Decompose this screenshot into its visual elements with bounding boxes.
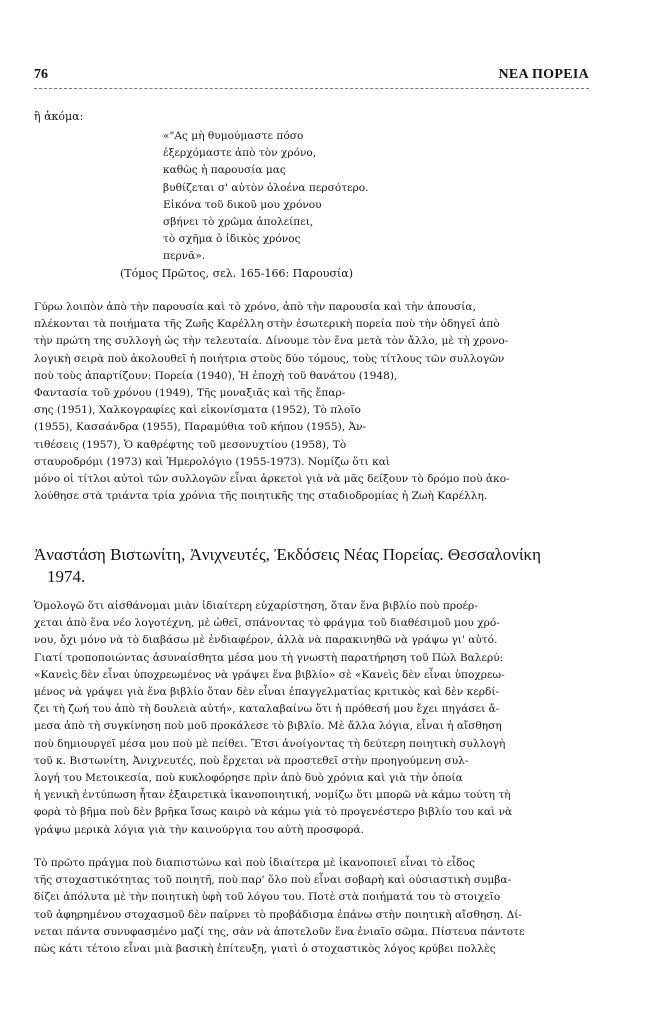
poem-quote: [163, 128, 369, 266]
text-line: νεται πάντα συνυφασμένο μαζί της, σὰν νὰ ἀποτελοῦν ἕνα ἑνιαῖο σῶμα. Πίστευα πάντοτε: [34, 925, 525, 938]
paragraph-collections: [34, 299, 590, 505]
text-line: τοῦ ἀφηρημένου στοχασμοῦ δὲν παίρνει τὸ προβάδισμα ἐπάνω στὴν ποιητικὴ αἴσθηση. Δί-: [34, 908, 522, 921]
poem-line: ἐξερχόμαστε ἀπὸ τὸν χρόνο,: [163, 147, 317, 160]
text-line: μόνο οἱ τίτλοι αὐτοὶ τῶν συλλογῶν εἶναι ἀρκετοὶ γιὰ νὰ μᾶς δείξουν τὸ δρόμο ποὺ ἀκο-: [34, 473, 510, 486]
text-line: Γύρω λοιπὸν ἀπὸ τὴν παρουσία καὶ τὸ χρόνο, ἀπὸ τὴν παρουσία καὶ τὴν ἀπουσία,: [34, 301, 476, 313]
poem-line: Εἰκόνα τοῦ δικοῦ μου χρόνου: [163, 198, 322, 211]
poem-line: καθὼς ἡ παρουσία μας: [163, 164, 286, 177]
text-line: Φαντασία τοῦ χρόνου (1949), Τῆς μοναξιᾶς καὶ τῆς ἔπαρ-: [34, 387, 346, 400]
page-number: 76: [34, 67, 48, 82]
text-line: ποὺ τοὺς ἀπαρτίζουν: Πορεία (1940), Ἡ ἐποχὴ τοῦ θανάτου (1948),: [34, 369, 398, 382]
text-line: τοῦ κ. Βιστωνίτη, Ἀνιχνευτές, ποὺ ἔρχεται νὰ προστεθεῖ στὴν προηγούμενη συλ-: [34, 754, 469, 767]
text-line: σης (1951), Χαλκογραφίες καὶ εἰκονίσματα (1952), Τὸ πλοῖο: [34, 404, 361, 417]
journal-title: ΝΕΑ ΠΟΡΕΙΑ: [498, 67, 589, 82]
text-line: χεται ἀπὸ ἕνα νέο λογοτέχνη, μὲ ὠθεῖ, σπάνοντας τὸ φράγμα τοῦ διαθέσιμοῦ μου χρό-: [34, 617, 500, 630]
text-line: γράψω μερικὰ λόγια γιὰ τὴν καινούργια του αὐτὴ προσφορά.: [34, 823, 365, 836]
text-line: λογή του Μετοικεσία, ποὺ κυκλοφόρησε πρὶν ἀπὸ δυὸ χρόνια καὶ γιὰ τὴν ὁποία: [34, 772, 463, 785]
text-line: «Κανεὶς δὲν εἶναι ὑποχρεωμένος νὰ γράψει ἕνα βιβλίο» σὲ «Κανεὶς δὲν εἶναι ὑποχρεω-: [34, 668, 505, 681]
review-heading-line: Ἀναστάση Βιστωνίτη, Ἀνιχνευτές, Ἐκδόσεις Νέας Πορείας. Θεσσαλονίκη: [34, 545, 541, 564]
text-line: ἡ γενικὴ ἐντύπωση ἦταν ἐξαιρετικὰ ἱκανοποιητική, νομίζω ὅτι μπορῶ νὰ κάμω τούτη τὴ: [34, 789, 511, 802]
header-divider: [34, 88, 589, 89]
text-line: λούθησε στὰ τριάντα τρία χρόνια τῆς ποιητικῆς της σταδιοδρομίας ἡ Ζωὴ Καρέλλη.: [34, 490, 488, 503]
review-heading: [34, 544, 594, 588]
poem-line: «"Ας μὴ θυμούμαστε πόσο: [163, 130, 304, 142]
review-heading-year: 1974.: [47, 567, 86, 586]
text-line: μένος νὰ γράψει γιὰ ἕνα βιβλίο ὅταν δὲν εἶναι ἐπαγγελματίας κριτικὸς καὶ δὲν κερδί-: [34, 686, 500, 699]
text-line: λογικὴ σειρὰ ποὺ ἀκολουθεῖ ἡ ποιήτρια στοὺς δύο τόμους, τοὺς τίτλους τῶν συλλογῶν: [34, 352, 505, 365]
text-line: πὼς κάτι τέτοιο εἶναι μιὰ βασικὴ ἐπίτευξη, γιατὶ ὁ στοχαστικὸς λόγος κρύβει πολλὲς: [34, 943, 496, 956]
poem-line: τὸ σχῆμα ὁ ἰδικὸς χρόνος: [163, 233, 301, 246]
text-line: Ὁμολογῶ ὅτι αἰσθάνομαι μιὰν ἰδιαίτερη εὐχαρίστηση, ὅταν ἕνα βιβλίο ποὺ προέρ-: [34, 600, 478, 612]
poem-line: βυθίζεται σ' αὐτὸν ὁλοένα περσότερο.: [163, 181, 369, 194]
intro-text: ἢ ἀκόμα:: [34, 110, 84, 123]
text-line: τὴν πρώτη της συλλογὴ ὡς τὴν τελευταία. Δίνουμε τὸν ἕνα μετὰ τὸν ἄλλο, μὲ τὴ χρονο-: [34, 335, 509, 348]
paragraph-review-analysis: [34, 855, 590, 958]
paragraph-review-opening: [34, 598, 590, 839]
text-line: σταυροδρόμι (1973) καὶ Ἡμερολόγιο (1955-1973). Νομίζω ὅτι καὶ: [34, 455, 391, 468]
poem-line: περνᾶ».: [163, 250, 206, 263]
text-line: πλέκονται τὰ ποιήματα τῆς Ζωῆς Καρέλλη στὴν ἐσωτερικὴ πορεία ποὺ τὴν ὁδηγεῖ ἀπὸ: [34, 318, 500, 331]
poem-line: σβήνει τὸ χρῶμα ἀπολείπει,: [163, 216, 314, 229]
text-line: τῆς στοχαστικότητας τοῦ ποιητῆ, ποὺ παρ' ὅλο ποὺ εἶναι σοβαρὴ καὶ οὐσιαστικὴ συμβα-: [34, 874, 512, 887]
text-line: μεσα ἀπὸ τὴ συγκίνηση ποὺ μοῦ προκάλεσε τὸ βιβλίο. Μὲ ἄλλα λόγια, εἶναι ἡ αἴσθηση: [34, 720, 502, 733]
text-line: ζει τὴ ζωή του ἀπὸ τὴ δουλειὰ αὐτή», καταλαβαίνω ὅτι ἡ πρόθεσή μου ἔχει πηγάσει ἄ-: [34, 703, 500, 716]
text-line: ποὺ δημιουργεῖ μέσα μου ποὺ μὲ πείθει. Ἔτσι ἀνοίγοντας τὴ δεύτερη ποιητικὴ συλλογὴ: [34, 737, 506, 750]
text-line: Γιατί τροποποιώντας ἀσυναίσθητα μέσα μου τὴ γνωστὴ παρατήρηση τοῦ Πὼλ Βαλερύ:: [34, 651, 504, 664]
text-line: δίζει ἀπόλυτα μὲ τὴν ποιητικὴ ὑφὴ τοῦ λόγου του. Ποτὲ στὰ ποιήματά του τὸ στοιχεῖο: [34, 891, 501, 904]
text-line: νου, ὄχι μόνο νὰ τὸ διαβάσω μὲ ἐνδιαφέρον, ἀλλὰ νὰ παρακινηθῶ νὰ γράψω γι' αὐτό.: [34, 634, 498, 647]
text-line: τιθέσεις (1957), Ὁ καθρέφτης τοῦ μεσονυχτίου (1958), Τὸ: [34, 438, 347, 451]
text-line: (1955), Κασσάνδρα (1955), Παραμύθια τοῦ κήπου (1955), Ἀν-: [34, 421, 367, 434]
text-line: φορὰ τὸ βῆμα ποὺ δὲν βρῆκα ἴσως καιρὸ νὰ κάμω γιὰ τὸ προγενέστερο βιβλίο του καὶ νὰ: [34, 806, 513, 819]
poem-citation: (Τόμος Πρῶτος, σελ. 165-166: Παρουσία): [120, 267, 353, 280]
text-line: Τὸ πρῶτο πράγμα ποὺ διαπιστώνω καὶ ποὺ ἰδιαίτερα μὲ ἱκανοποιεῖ εἶναι τὸ εἶδος: [34, 857, 475, 869]
